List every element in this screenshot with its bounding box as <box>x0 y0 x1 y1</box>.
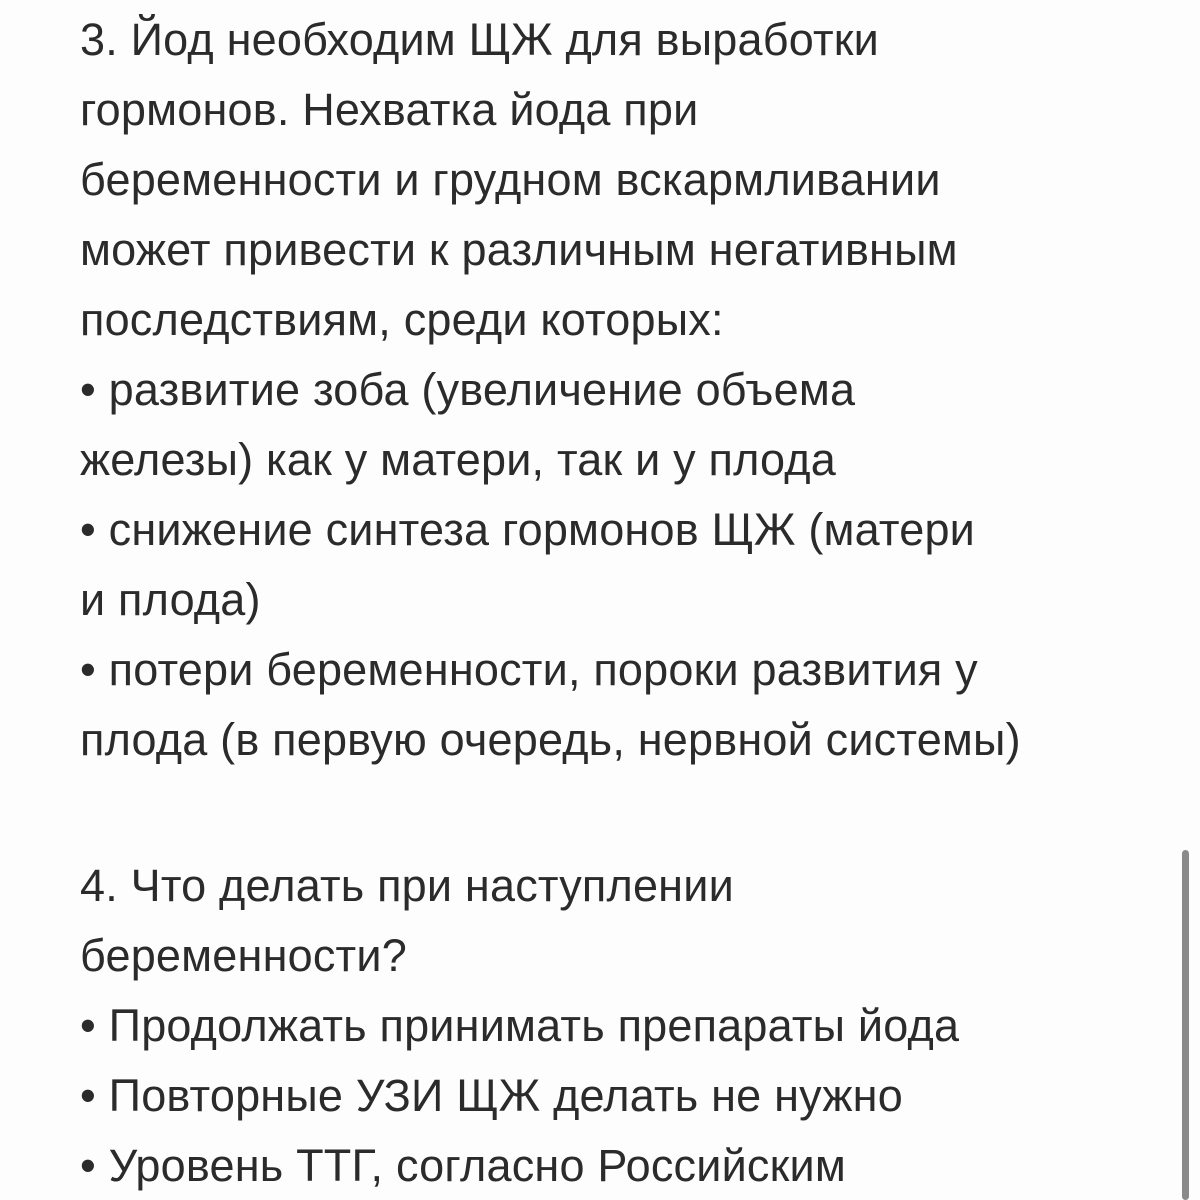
bullet-item-hormones-cont: и плода) <box>80 574 261 625</box>
bullet-item-hormones: • снижение синтеза гормонов ЩЖ (матери <box>80 504 976 555</box>
section-4-heading-line-2: беременности? <box>80 930 407 981</box>
bullet-item-pregnancy-loss: • потери беременности, пороки развития у <box>80 644 978 695</box>
bullet-item-goiter-cont: железы) как у матери, так и у плода <box>80 434 836 485</box>
section-3-line-1: 3. Йод необходим ЩЖ для выработки <box>80 14 879 65</box>
bullet-item-pregnancy-loss-cont: плода (в первую очередь, нервной системы) <box>80 714 1021 765</box>
vertical-scrollbar[interactable] <box>1182 850 1189 1200</box>
bullet-item-tsh: • Уровень ТТГ, согласно Российским <box>80 1140 846 1191</box>
bullet-item-goiter: • развитие зоба (увеличение объема <box>80 364 856 415</box>
section-3-line-4: может привести к различным негативным <box>80 224 958 275</box>
bullet-item-ultrasound: • Повторные УЗИ ЩЖ делать не нужно <box>80 1070 903 1121</box>
section-4-heading-line-1: 4. Что делать при наступлении <box>80 860 734 911</box>
section-3-line-3: беременности и грудном вскармливании <box>80 154 941 205</box>
section-3-line-2: гормонов. Нехватка йода при <box>80 84 699 135</box>
bullet-item-iodine: • Продолжать принимать препараты йода <box>80 1000 960 1051</box>
section-3-line-5: последствиям, среди которых: <box>80 294 724 345</box>
